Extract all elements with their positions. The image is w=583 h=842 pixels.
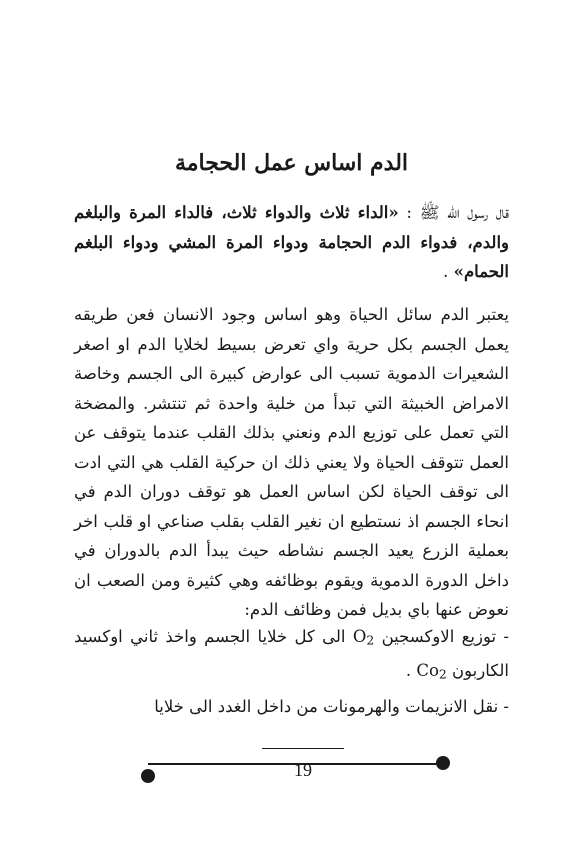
bullet1-text-end: . [405,660,417,680]
body-paragraph: يعتبر الدم سائل الحياة وهو اساس وجود الانسان فعن طريقه يعمل الجسم بكل حرية واي تعرض بسيط لخلايا الدم او اصغر الشعيرات الدموية تسبب الى عوارض كبيرة الى الجسم وخاصة الامراض الخبيثة التي تبدأ من خلية واحدة ثم تنتشر. والمضخة التي تعمل على توزيع الدم ونعني بذلك القلب عندما يتوقف عن العمل تتوقف الحياة ولا يعني ذلك ان حركية القلب هي التي ادت الى توقف الحياة لكن اساس العمل هو توقف دوران الدم في انحاء الجسم اذ نستطيع ان نغير القلب بقلب صناعي او قلب اخر بعملية الزرع يعيد الجسم نشاطه حيث يبدأ الدم بالدوران في داخل الدورة الدموية ويقوم بوظائفه وهي كثيرة ومن الصعب ان نعوض عنها باي بديل فمن وظائف الدم: [74,305,509,619]
footer-ornament-right [436,756,450,770]
footer-ornament-left [141,769,155,783]
page-number: 19 [294,760,312,780]
hadith-quote: «الداء ثلاث والدواء ثلاث، فالداء المرة والبلغم والدم، فدواء الدم الحجامة ودواء المرة المشي ودواء البلغم الحمام» [74,203,509,281]
bullet-item-oxygen [74,622,509,690]
bullet1-text-start: - توزيع الاوكسجين [374,627,509,646]
bullet1-text-middle: الى كل خلايا الجسم واخذ ثاني اوكسيد الكاربون [74,627,509,680]
co2-formula: $Co_2$ [416,660,447,682]
hadith-intro: قال رسول الله ﷺ : [398,203,509,222]
bullet-item-enzymes: - نقل الانزيمات والهرمونات من داخل الغدد الى خلايا [154,697,509,716]
hadith-end: . [443,262,454,281]
page-title: الدم اساس عمل الحجامة [174,150,409,176]
footer-short-rule [262,748,344,749]
hadith-paragraph [74,198,509,287]
o2-formula: $O_2$ [352,627,375,648]
